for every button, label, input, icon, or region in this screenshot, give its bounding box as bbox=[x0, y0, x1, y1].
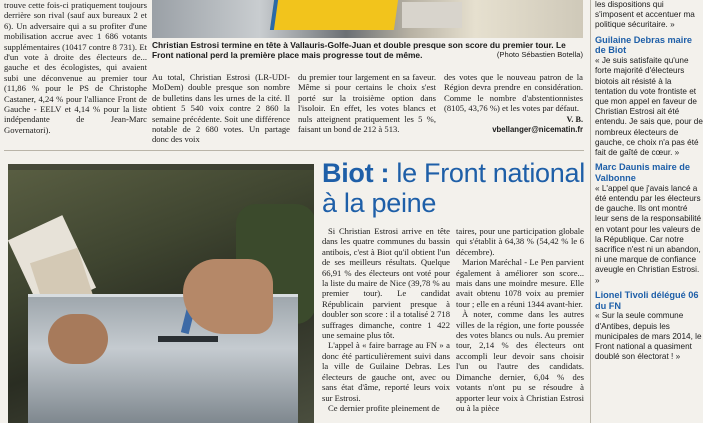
author-initials: V. B. bbox=[566, 114, 583, 124]
background-shape bbox=[402, 2, 462, 28]
article-headline bbox=[322, 158, 587, 218]
top-article-col-3 bbox=[444, 72, 583, 135]
reaction-lionel-tivoli bbox=[595, 290, 703, 363]
reaction-name: Marc Daunis maire de Valbonne bbox=[595, 162, 690, 184]
reaction-quote: « Je suis satisfaite qu'une forte majorité d'électeurs biotois ait résisté à la tentation du vote frontiste et que mon appel en faveur de Christian Estrosi ait été entendu. Je sais que, pour de nombreux électeurs de gauche, ce choix n'a pas été fait de gaîté de cœur. » bbox=[595, 56, 703, 158]
author-email[interactable]: vbellanger@nicematin.fr bbox=[492, 125, 583, 135]
top-article-col-1-text: Au total, Christian Estrosi (LR-UDI-MoDem) double presque son nombre de bulletins dans les urnes de la cité. Il obtient 5 540 voix contre 2 860 la semaine précédente. Soit une différence notable de 2 680 votes. Un partage donc des voix bbox=[152, 72, 290, 145]
top-left-column bbox=[4, 0, 147, 135]
top-article-col-3-text: des votes que le nouveau patron de la Région devra prendre en considération. Comme le nombre d'abstentionnistes (8105, 43,76 %) et les votes par défaut. bbox=[444, 72, 583, 114]
reactions-sidebar bbox=[595, 0, 703, 366]
caption-text: Christian Estrosi termine en tête à Vallauris-Golfe-Juan et double presque son score du premier tour. Le Front national perd la première place mais progresse tout de même. bbox=[152, 40, 566, 60]
ballot-slot-shape bbox=[158, 336, 218, 342]
top-left-text: trouve cette fois-ci pratiquement toujours derrière son rival (sauf aux bureaux 2 et 6). Un adversaire qui a su profiter d'une mobilisation accrue avec 1 686 votants supplémentaires (10417 contre 8 731). Et d'un vote à droite des électeurs de... gauche et des écologistes, qui avaient subi une déconvenue au premier tour (11,86 % pour le PS de Christophe Castaner, 4,24 % pour l'alliance Front de Gauche - EELV et 4,14 % pour la liste indépendante de Jean-Marc Governatori). bbox=[4, 0, 147, 135]
ballot-box-photo bbox=[8, 164, 314, 423]
headline-rest: le Front national à la peine bbox=[322, 158, 585, 218]
biot-paragraph: À noter, comme dans les autres villes de la région, une forte poussée des votes blancs ou nuls. Au premier tour, 2,14 % des électeurs ont accompli leur devoir sans choisir l'un ou l'autre des candidats. Dimanche dernier, 6,04 % des votants n'ont pu se résoudre à apporter leur voix à Christian Estrosi ou à la pièce bbox=[456, 309, 584, 413]
biot-paragraph: Marion Maréchal - Le Pen parvient également à améliorer son score... mais dans une moindre mesure. Elle avait obtenu 1078 voix au premier tour ; elle en a réuni 1344 avant-hier. bbox=[456, 257, 584, 309]
photo-top-shade bbox=[8, 164, 314, 170]
photo-credit: (Photo Sébastien Botella) bbox=[496, 50, 583, 59]
sidebar-divider bbox=[590, 0, 591, 423]
top-article-col-2-text: du premier tour largement en sa faveur. Même si pour certains le choix s'est porté sur la troisième option dans l'isoloir. En effet, les votes blancs et nuls atteignent pratiquement les 5 %, faisant un bond de 212 à 513. bbox=[298, 72, 436, 135]
biot-paragraph: L'appel à « faire barrage au FN » a donc été particulièrement suivi dans la ville de Guilaine Debras. Les électeurs de gauche ont, avec ou sans état d'âme, reporté leurs voix sur Estrosi. bbox=[322, 340, 450, 403]
reaction-name: Lionel Tivoli délégué 06 du FN bbox=[595, 289, 699, 311]
top-article-col-1 bbox=[152, 72, 290, 145]
campaign-poster-shape bbox=[270, 0, 398, 30]
sidebar-quote: les dispositions qui s'imposent et accentuer ma politique sécuritaire. » bbox=[595, 0, 695, 30]
top-article-col-2 bbox=[298, 72, 436, 134]
left-hand-shape bbox=[48, 314, 108, 364]
top-photo-caption bbox=[152, 40, 583, 60]
top-photo bbox=[152, 0, 583, 38]
reaction-guilaine-debras bbox=[595, 35, 703, 159]
voter-hand-shape bbox=[183, 259, 273, 334]
biot-paragraph: Si Christian Estrosi arrive en tête dans les quatre communes du bassin antibois, c'est à Biot qu'il obtient l'un de ses meilleurs résultats. Quelque 66,91 % des électeurs ont voté pour la liste du maire de Nice (39,78 % au premier tour). Le candidat Républicain parvient presque à doubler son score : il a totalisé 2 718 suffrages dimanche, contre 1 422 une semaine plus tôt. bbox=[322, 226, 450, 341]
reaction-name: Guilaine Debras maire de Biot bbox=[595, 34, 693, 56]
biot-col-1 bbox=[322, 226, 450, 413]
biot-paragraph: taires, pour une participation globale qui s'établit à 64,38 % (54,42 % le 6 décembre). bbox=[456, 226, 584, 257]
biot-paragraph: Ce dernier profite pleinement de bbox=[328, 402, 440, 413]
headline-keyword: Biot : bbox=[322, 158, 390, 188]
reaction-marc-daunis bbox=[595, 162, 703, 286]
reaction-quote: « Sur la seule commune d'Antibes, depuis les municipales de mars 2014, le Front national a quasiment doublé son électorat ! » bbox=[595, 311, 702, 362]
reaction-quote: « L'appel que j'avais lancé a été entendu par les électeurs de gauche. Ils ont montré leur sens de la responsabilité en votant pour les valeurs de la République. Car notre sacrifice n'est ni un abandon, ni une marque de confiance aveugle en Christian Estrosi. » bbox=[595, 183, 702, 285]
section-divider bbox=[4, 150, 584, 151]
biot-col-2 bbox=[456, 226, 584, 413]
